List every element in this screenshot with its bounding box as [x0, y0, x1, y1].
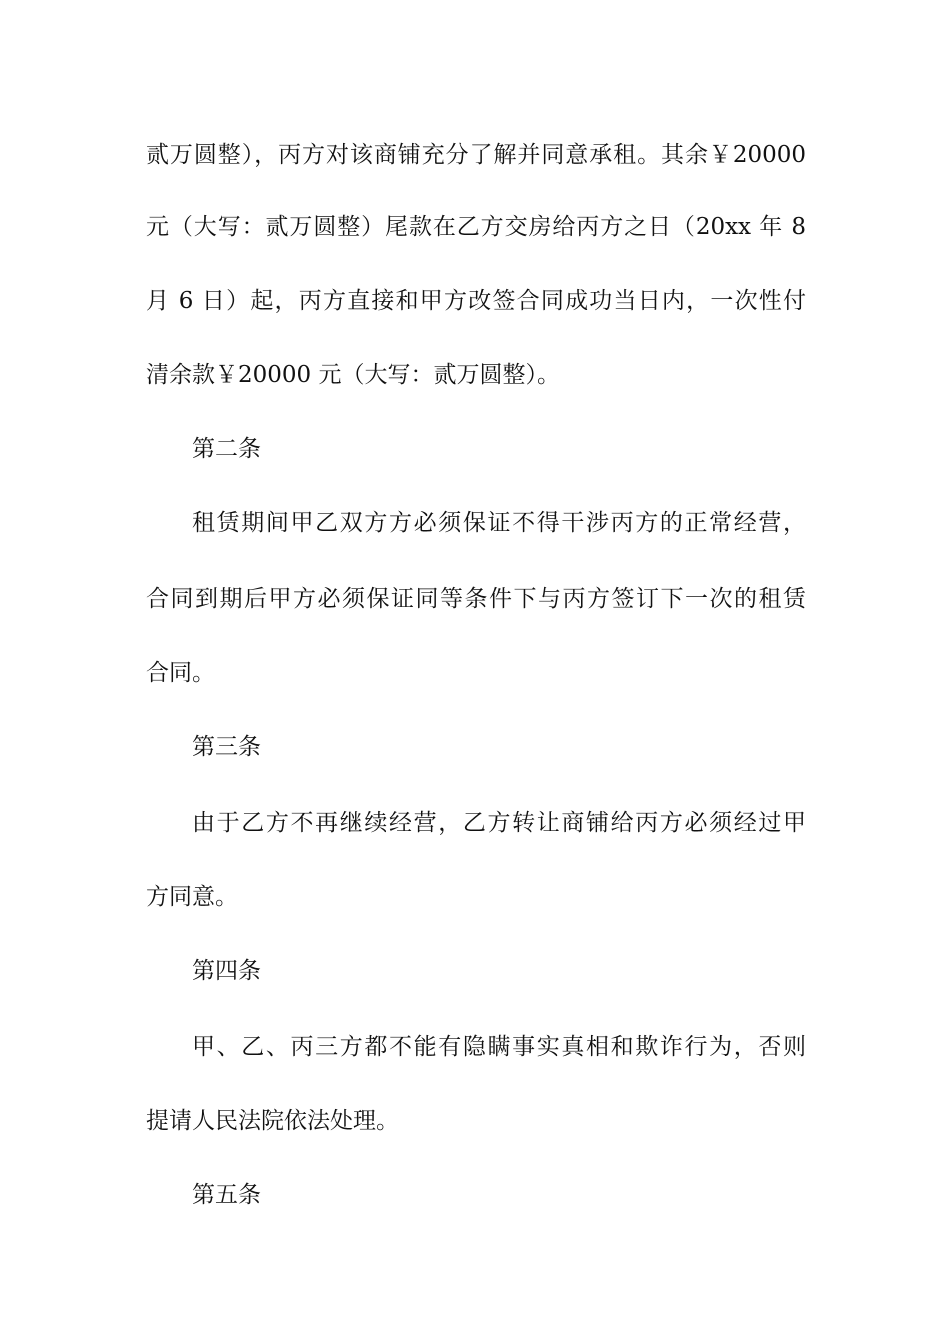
paragraph-line: 合同到期后甲方必须保证同等条件下与丙方签订下一次的租赁 — [146, 586, 806, 612]
paragraph-line: 合同。 — [146, 660, 215, 686]
paragraph-line: 元（大写：贰万圆整）尾款在乙方交房给丙方之日（20xx 年 8 — [146, 214, 806, 240]
article-heading: 第二条 — [192, 436, 261, 462]
paragraph-line: 方同意。 — [146, 884, 238, 910]
paragraph-line: 提请人民法院依法处理。 — [146, 1108, 399, 1134]
article-heading: 第三条 — [192, 734, 261, 760]
paragraph-line: 月 6 日）起，丙方直接和甲方改签合同成功当日内，一次性付 — [146, 288, 806, 314]
article-heading: 第四条 — [192, 958, 261, 984]
paragraph-line: 贰万圆整），丙方对该商铺充分了解并同意承租。其余￥20000 — [146, 142, 806, 168]
article-heading: 第五条 — [192, 1182, 261, 1208]
paragraph-line: 由于乙方不再继续经营，乙方转让商铺给丙方必须经过甲 — [192, 810, 806, 836]
paragraph-line: 甲、乙、丙三方都不能有隐瞒事实真相和欺诈行为，否则 — [192, 1034, 806, 1060]
paragraph-line: 清余款￥20000 元（大写：贰万圆整）。 — [146, 362, 560, 388]
paragraph-line: 租赁期间甲乙双方方必须保证不得干涉丙方的正常经营， — [192, 510, 806, 536]
